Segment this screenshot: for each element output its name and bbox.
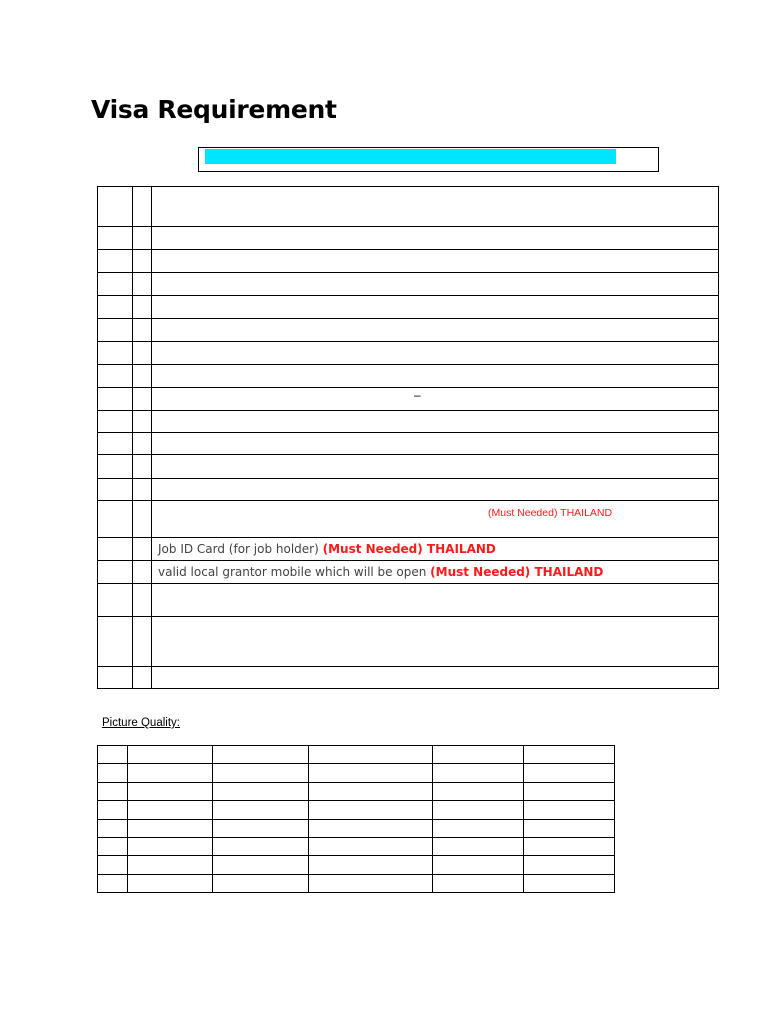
table-row xyxy=(98,819,615,837)
table-row xyxy=(98,187,719,227)
table-row xyxy=(98,501,719,538)
table-row xyxy=(98,667,719,689)
picture-quality-label: Picture Quality: xyxy=(102,717,180,729)
table-row xyxy=(98,617,719,667)
requirements-table xyxy=(97,186,719,689)
table-row xyxy=(98,584,719,617)
table-row xyxy=(98,837,615,855)
table-row xyxy=(98,227,719,250)
table-row xyxy=(98,319,719,342)
table-row xyxy=(98,342,719,365)
table-row xyxy=(98,782,615,800)
grantor-requirement xyxy=(152,561,719,584)
table-row xyxy=(98,874,615,892)
table-row xyxy=(98,273,719,296)
grantor-text: valid local grantor mobile which will be open xyxy=(158,565,431,579)
table-row xyxy=(98,561,719,584)
table-row xyxy=(98,433,719,455)
dash-mark: – xyxy=(414,388,421,402)
name-highlight xyxy=(205,149,616,164)
table-row xyxy=(98,764,615,782)
job-id-must-note: (Must Needed) THAILAND xyxy=(322,542,496,556)
table-row xyxy=(98,856,615,874)
table-row xyxy=(98,296,719,319)
grantor-must-note: (Must Needed) THAILAND xyxy=(430,565,604,579)
name-field-box xyxy=(198,147,659,172)
picture-quality-table xyxy=(97,745,615,893)
page-title: Visa Requirement xyxy=(91,95,337,124)
table-row xyxy=(98,388,719,411)
must-needed-thailand-note: (Must Needed) THAILAND xyxy=(488,507,613,519)
job-id-text: Job ID Card (for job holder) xyxy=(158,542,323,556)
table-row xyxy=(98,250,719,273)
table-row xyxy=(98,746,615,764)
table-row xyxy=(98,479,719,501)
table-row xyxy=(98,801,615,819)
table-row xyxy=(98,538,719,561)
job-id-requirement xyxy=(152,538,719,561)
table-row xyxy=(98,411,719,433)
table-row xyxy=(98,455,719,479)
table-row xyxy=(98,365,719,388)
